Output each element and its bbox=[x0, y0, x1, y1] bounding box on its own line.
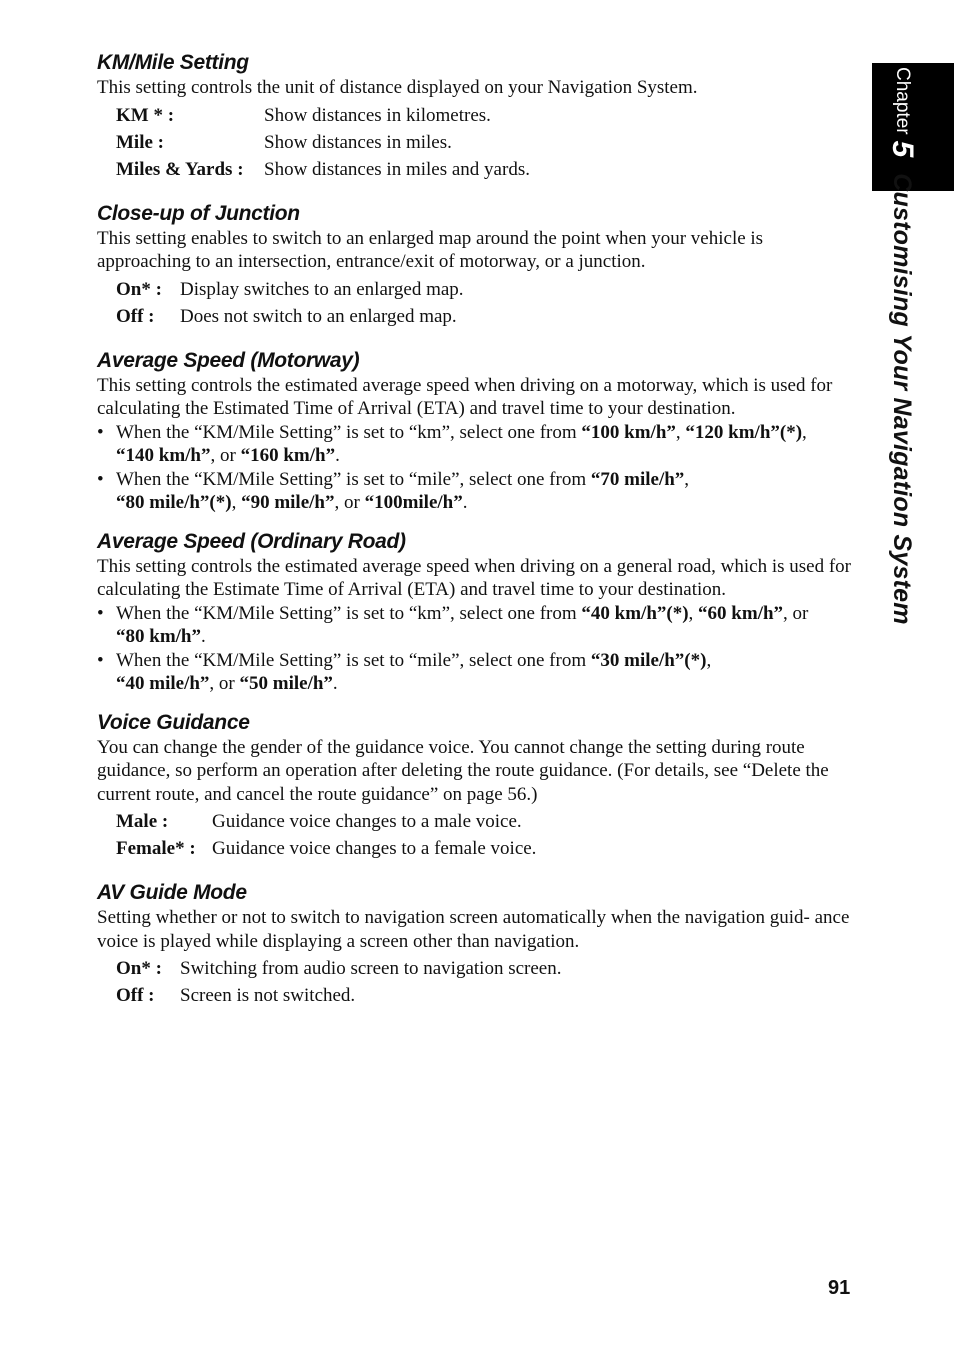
section-km-mile bbox=[97, 50, 857, 183]
option-list bbox=[116, 276, 857, 330]
option-description: Does not switch to an enlarged map. bbox=[180, 305, 457, 327]
speed-option: “140 km/h” bbox=[116, 445, 211, 466]
option-description: Show distances in miles and yards. bbox=[264, 158, 530, 180]
bullet-list bbox=[97, 421, 857, 515]
bullet-text: When the “KM/Mile Setting” is set to “mile”, select one from bbox=[116, 468, 591, 490]
bullet-item bbox=[97, 649, 857, 696]
option-row bbox=[116, 276, 857, 303]
option-term: Off : bbox=[116, 305, 155, 327]
speed-option-default: “40 km/h”(*) bbox=[581, 602, 689, 624]
separator: . bbox=[332, 673, 338, 694]
section-description: This setting controls the estimated average speed when driving on a general road, which is used for calculating the Estimate Time of Arrival (ETA) and travel time to your destination. bbox=[97, 555, 851, 600]
bullet-dot: • bbox=[97, 649, 104, 671]
bullet-item bbox=[97, 602, 857, 649]
option-description: Screen is not switched. bbox=[180, 985, 356, 1006]
speed-option: “100 km/h” bbox=[581, 421, 676, 443]
page-content bbox=[97, 50, 857, 1009]
option-row bbox=[116, 129, 857, 156]
option-description: Guidance voice changes to a male voice. bbox=[212, 811, 522, 832]
speed-option-default: “120 km/h”(*) bbox=[685, 421, 803, 443]
option-description: Switching from audio screen to navigation screen. bbox=[180, 958, 562, 979]
option-term: Female* : bbox=[116, 838, 196, 859]
bullet-text: When the “KM/Mile Setting” is set to “km”, select one from bbox=[116, 602, 582, 624]
speed-option: “160 km/h” bbox=[240, 445, 336, 466]
chapter-number: 5 bbox=[886, 140, 919, 158]
separator: , bbox=[675, 421, 686, 443]
option-row bbox=[116, 808, 857, 835]
option-description: Display switches to an enlarged map. bbox=[180, 278, 464, 300]
separator: , or bbox=[783, 602, 809, 624]
speed-option-default: “80 mile/h”(*) bbox=[116, 492, 232, 513]
option-term: Male : bbox=[116, 811, 169, 832]
section-average-speed-motorway bbox=[97, 348, 857, 515]
bullet-list bbox=[97, 602, 857, 696]
speed-option: “40 mile/h” bbox=[116, 673, 210, 694]
option-term: KM * : bbox=[116, 104, 175, 126]
chapter-word: Chapter bbox=[892, 67, 913, 135]
section-description: This setting controls the unit of distance displayed on your Navigation System. bbox=[97, 77, 698, 98]
section-title: Voice Guidance bbox=[97, 710, 250, 734]
separator: , bbox=[231, 492, 242, 513]
section-description: You can change the gender of the guidance voice. You cannot change the setting during route guidance, so perform an operation after deleting the route guidance. (For details, see “Delete the current route, and cancel the route guidance” on page 56.) bbox=[97, 736, 829, 805]
option-row bbox=[116, 955, 857, 982]
speed-option: “50 mile/h” bbox=[239, 673, 333, 694]
speed-option: “100mile/h” bbox=[364, 492, 463, 513]
chapter-side-label bbox=[872, 63, 954, 703]
option-description: Show distances in miles. bbox=[264, 131, 452, 153]
option-list bbox=[116, 102, 857, 183]
option-row bbox=[116, 102, 857, 129]
speed-option: “80 km/h” bbox=[116, 626, 201, 647]
section-title: Close-up of Junction bbox=[97, 201, 300, 225]
separator: , bbox=[684, 468, 690, 490]
speed-option: “70 mile/h” bbox=[590, 468, 685, 490]
option-term: On* : bbox=[116, 958, 162, 979]
option-list bbox=[116, 808, 857, 862]
separator: , or bbox=[209, 673, 240, 694]
section-av-guide-mode bbox=[97, 880, 857, 1009]
separator: . bbox=[201, 626, 206, 647]
bullet-item bbox=[97, 468, 857, 515]
section-title: Average Speed (Motorway) bbox=[97, 348, 360, 372]
separator: , or bbox=[210, 445, 241, 466]
section-title: KM/Mile Setting bbox=[97, 51, 249, 74]
speed-option: “90 mile/h” bbox=[241, 492, 335, 513]
separator: , or bbox=[334, 492, 365, 513]
bullet-text: When the “KM/Mile Setting” is set to “mile”, select one from bbox=[116, 649, 591, 671]
bullet-text: When the “KM/Mile Setting” is set to “km”, select one from bbox=[116, 421, 582, 443]
bullet-dot: • bbox=[97, 602, 104, 624]
option-description: Show distances in kilometres. bbox=[264, 104, 491, 126]
section-description: This setting enables to switch to an enlarged map around the point when your vehicle is approaching to an intersection, entrance/exit of motorway, or a junction. bbox=[97, 227, 764, 272]
section-voice-guidance bbox=[97, 710, 857, 863]
option-list bbox=[116, 955, 857, 1009]
separator: , bbox=[802, 421, 807, 443]
bullet-dot: • bbox=[97, 468, 104, 490]
section-average-speed-ordinary bbox=[97, 529, 857, 696]
section-title: Average Speed (Ordinary Road) bbox=[97, 529, 406, 553]
option-description: Guidance voice changes to a female voice. bbox=[212, 838, 537, 859]
chapter-title: Customising Your Navigation System bbox=[888, 173, 917, 625]
section-description: Setting whether or not to switch to navigation screen automatically when the navigation guid- ance voice is played while displaying a screen other than navigation. bbox=[97, 907, 850, 952]
speed-option: “60 km/h” bbox=[698, 602, 784, 624]
option-term: Off : bbox=[116, 985, 155, 1006]
separator: , bbox=[706, 649, 712, 671]
separator: . bbox=[462, 492, 468, 513]
option-row bbox=[116, 835, 857, 862]
bullet-item bbox=[97, 421, 857, 468]
option-term: Mile : bbox=[116, 131, 165, 153]
speed-option-default: “30 mile/h”(*) bbox=[590, 649, 707, 671]
page-number: 91 bbox=[828, 1277, 851, 1299]
option-term: Miles & Yards : bbox=[116, 158, 244, 180]
separator: , bbox=[688, 602, 699, 624]
option-row bbox=[116, 156, 857, 183]
option-term: On* : bbox=[116, 278, 162, 300]
section-title: AV Guide Mode bbox=[97, 881, 247, 904]
section-description: This setting controls the estimated average speed when driving on a motorway, which is used for calculating the Estimated Time of Arrival (ETA) and travel time to your destination. bbox=[97, 374, 833, 419]
option-row bbox=[116, 303, 857, 330]
option-row bbox=[116, 982, 857, 1009]
separator: . bbox=[335, 445, 340, 466]
bullet-dot: • bbox=[97, 421, 104, 443]
section-closeup-junction bbox=[97, 201, 857, 330]
